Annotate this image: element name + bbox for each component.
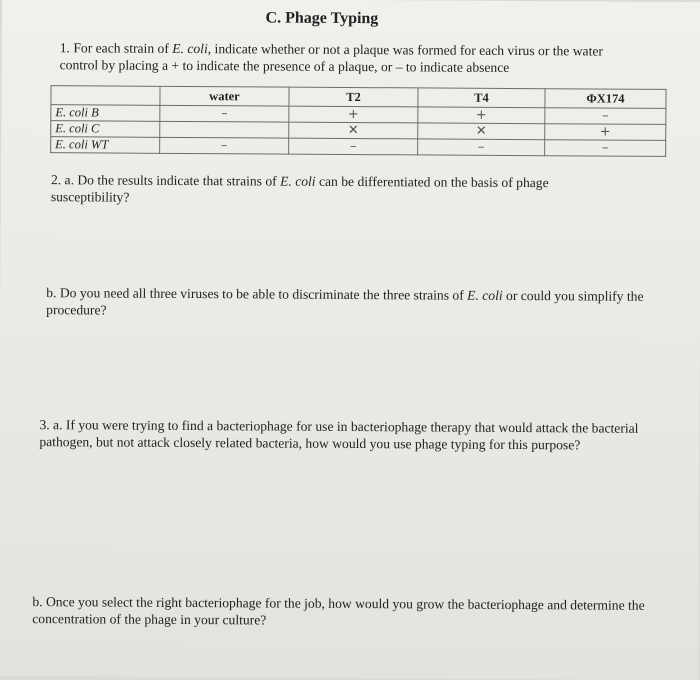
strain-label: E. coli B xyxy=(51,105,160,122)
result-cell: – xyxy=(289,138,418,155)
result-cell: – xyxy=(160,137,289,154)
result-cell: + xyxy=(545,124,666,141)
section-title: C. Phage Typing xyxy=(265,9,379,28)
result-cell: ✕ xyxy=(418,123,545,140)
result-cell: – xyxy=(545,140,666,157)
strain-label: E. coli C xyxy=(51,121,160,138)
result-cell: + xyxy=(418,107,545,124)
phage-typing-table xyxy=(50,85,666,157)
header-t4: T4 xyxy=(418,88,545,108)
header-phix174: ΦX174 xyxy=(545,89,666,109)
question-2a: 2. a. Do the results indicate that strains of E. coli can be differentiated on the basis of phage susceptibility? xyxy=(50,172,549,205)
header-blank xyxy=(51,86,160,106)
question-3a: 3. a. If you were trying to find a bacteriophage for use in bacteriophage therapy that would attack the bacterial pathogen, but not attack closely related bacteria, how would you use phage typing for this purpose? xyxy=(39,417,639,453)
header-t2: T2 xyxy=(289,87,418,107)
strain-label: E. coli WT xyxy=(51,137,160,154)
question-2b: b. Do you need all three viruses to be able to discriminate the three strains of E. coli or could you simplify the procedure? xyxy=(46,285,644,318)
result-cell xyxy=(160,121,289,138)
result-cell: – xyxy=(545,108,666,125)
question-3b: b. Once you select the right bacteriophage for the job, how would you grow the bacteriophage and determine the concentration of the phage in your culture? xyxy=(32,594,645,628)
table-row xyxy=(51,137,666,157)
header-water: water xyxy=(160,86,289,106)
result-cell: ✕ xyxy=(289,122,418,139)
result-cell: – xyxy=(160,105,289,122)
question-1: 1. For each strain of E. coli, indicate whether or not a plaque was formed for each virus or the water control by placing a + to indicate the presence of a plaque, or – to indicate absence xyxy=(59,40,604,75)
result-cell: + xyxy=(289,106,418,123)
result-cell: – xyxy=(418,139,545,156)
